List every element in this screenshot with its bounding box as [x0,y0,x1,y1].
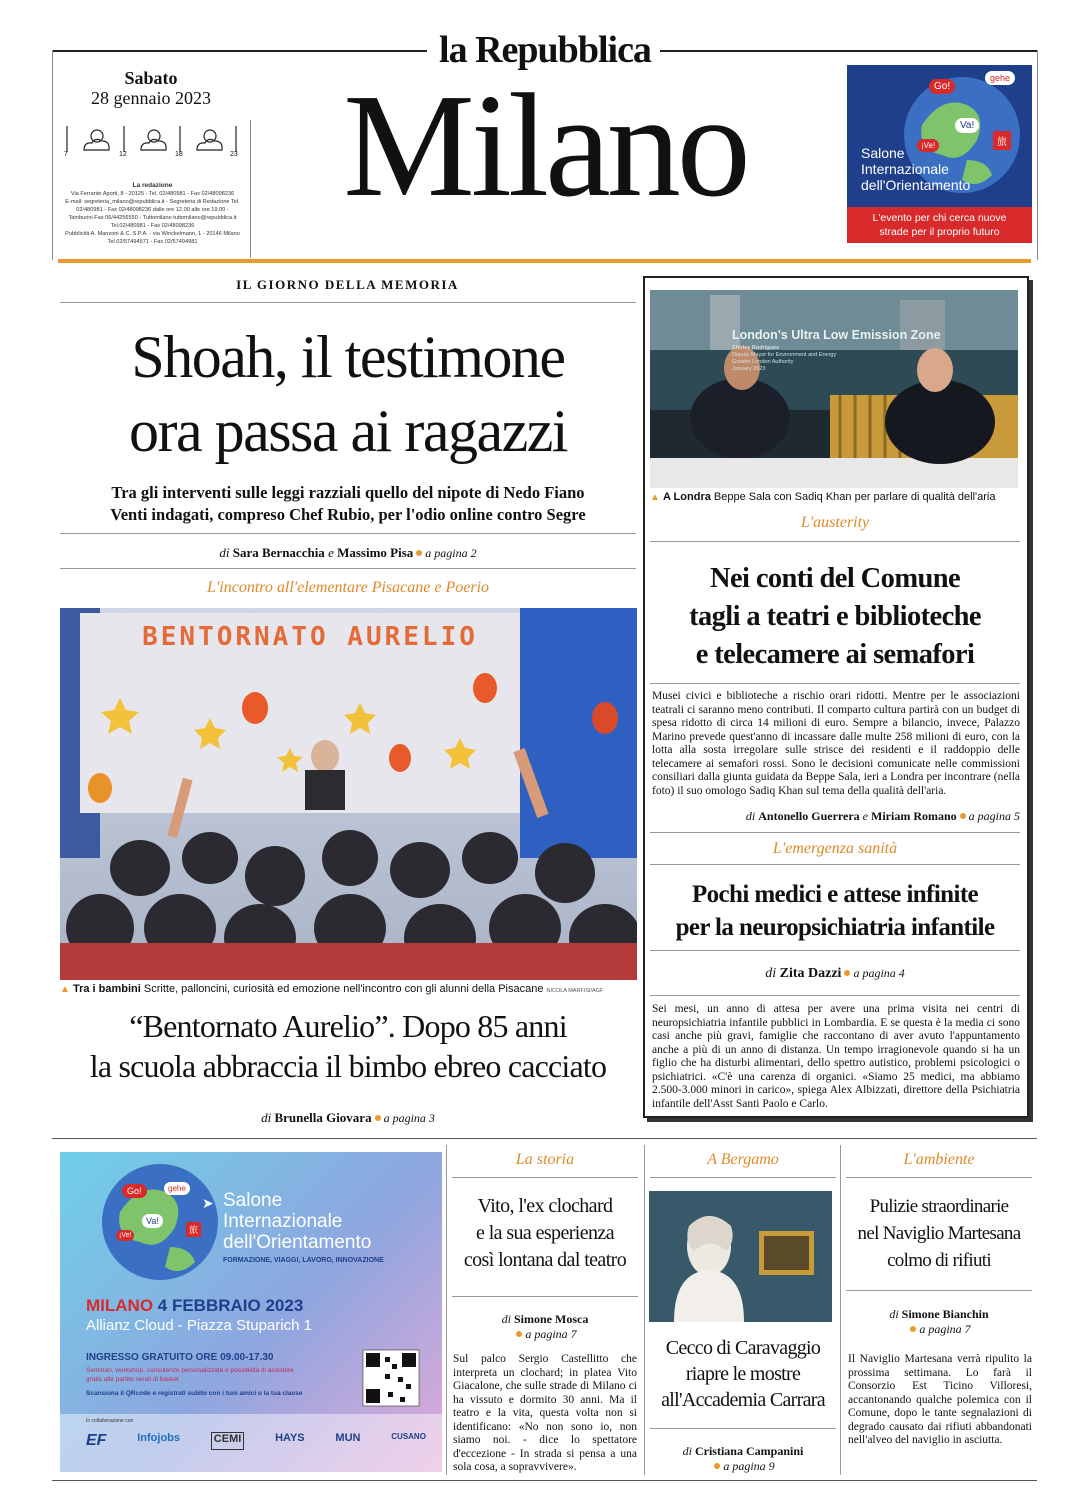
byline-author: Brunella Giovara [274,1110,372,1125]
redazione-line: Pubblicità A. Manzoni & C. S.P.A. - via Winckelmann, 1 - 20146 Milano [65,231,240,237]
bottom-ad-city: MILANO [86,1296,154,1315]
caption-bold: Tra i bambini [72,983,141,995]
screen-line: January 2023 [732,366,766,372]
top-ad-title [861,145,970,193]
bottom-col-divider [644,1145,645,1475]
bottom-ad-sub: FORMAZIONE, VIAGGI, LAVORO, INNOVAZIONE [223,1257,384,1264]
paper-plane-icon: ➤ [202,1196,214,1212]
weather-temp-3: 18 [175,151,183,158]
top-ad-tagline-line: L'evento per chi cerca nuove [872,212,1007,224]
school-headline-line: “Bentornato Aurelio”. Dopo 85 anni [129,1008,567,1044]
redazione-line: Tamburini Fax 06/44256550 - Tuttomilano tuttomilano@repubblica.it [68,215,237,221]
storia-kicker-rule [452,1177,638,1178]
redazione-line: E-mail: segreteria_milano@repubblica.it - Segreteria di Redazione Tel. [65,199,240,205]
screen-line: Shirley Rodrigues [732,345,780,351]
byline-di: di [745,809,756,823]
school-byline [60,1110,636,1126]
lead-byline [60,545,636,561]
sanita-byline [650,966,1020,982]
redazione-title: La redazione [132,182,173,189]
sanita-body: Sei mesi, un anno di attesa per avere una prima visita nei centri di neuropsichiatria infantile pubblici in Lombardia. E se questa è la media ci sono casi anche più gravi, famiglie che raccontano di aver avuto l'appuntamento anche a più di un anno di distanza. Un tempo irragionevole quando si ha un figlio che ha disturbi alimentari, dello spettro autistico, problemi psicologici o psichiatrici. «C'è una carenza di organici. «Siamo 25 medici, ma abbiamo 2.500-3.000 minori in carico», spiega Alex Albizzati, direttore della Psichiatria infantile dell'Asst Santi Paolo e Carlo. [652,1003,1020,1110]
storia-body: Sul palco Sergio Castellitto che interpreta un clochard; in platea Vito Giacalone, che sulle strade di Milano ci ha vissuto e dormito 30 anni. Ma il teatro e la vita, questa volta non si identificano: «No non sono io, non siamo noi. - dice lo spettatore d'eccezione - In strada si pensa a una sola cosa, a sopravvivere». [453,1353,637,1473]
ambiente-kicker: L'ambiente [903,1151,975,1168]
weather-temp-1: 7 [64,151,68,158]
top-ad-title-line: Internazionale [861,161,949,177]
bergamo-headline-line: riapre le mostre [685,1363,801,1385]
school-kicker: L'incontro all'elementare Pisacane e Poerio [206,579,490,596]
bottom-ad-desc3: Scansiona il QRcode e registrati subito con i tuoi amici o la tua classe [86,1390,303,1397]
bottom-ad-entry: INGRESSO GRATUITO ORE 09.00-17.30 [86,1352,274,1363]
bottom-ad-date [86,1296,303,1316]
bergamo-kicker: A Bergamo [707,1151,779,1168]
top-ad-bubble-lv: 旅 [993,131,1011,150]
lead-subheadline [60,482,636,526]
redazione-line: Tel 02/57494571 - Fax 02/57494981 [107,239,198,245]
byline-and: e [862,809,868,823]
sponsor-logo: CEMI [211,1432,245,1450]
byline-di: di [261,1110,272,1125]
publisher-logo[interactable]: la Repubblica [439,29,651,71]
byline-author: Cristiana Campanini [694,1444,804,1458]
byline-di: di [765,966,777,981]
bergamo-byline [650,1444,836,1474]
weather-temp-2: 12 [119,151,127,158]
storia-kicker: La storia [515,1151,575,1168]
bottom-ad-sponsors-label: In collaborazione con [86,1418,134,1424]
top-ad-title-line: Salone [861,145,905,161]
weather-icons [62,124,242,160]
caption-triangle-icon: ▲ [650,492,660,503]
bottom-ad-bubble-va: Va! [142,1214,163,1228]
austerity-headline-line: Nei conti del Comune [709,563,961,594]
bottom-ad-date-text: 4 FEBBRAIO 2023 [157,1296,304,1315]
school-photo[interactable] [60,608,637,980]
ambiente-byline [846,1307,1032,1337]
byline-and: e [328,545,334,560]
austerity-kicker-rule [650,541,1020,542]
lead-sub-line: Tra gli interventi sulle leggi razziali quello del nipote di Nedo Fiano [111,483,585,502]
austerity-headline-line: e telecamere ai semafori [695,639,975,670]
bottom-ad-desc [86,1366,356,1384]
byline-page[interactable]: a pagina 3 [383,1111,435,1125]
bottom-col-divider [840,1145,841,1475]
top-ad-bubble-gehe: gehe [985,71,1015,85]
storia-headline[interactable] [450,1193,640,1274]
masthead-right-vrule [1037,50,1038,260]
masthead-date: 28 gennaio 2023 [91,88,211,108]
page-bottom-rule [52,1480,1037,1481]
storia-headline-line: e la sua esperienza [476,1222,614,1244]
sanita-headline[interactable] [650,878,1020,944]
top-ad-tagline-line: strade per il proprio futuro [879,226,1000,238]
top-ad-bubble-va: Va! [955,118,979,133]
lead-section-label: IL GIORNO DELLA MEMORIA [236,277,459,292]
top-ad-title-line: dell'Orientamento [861,177,971,193]
top-ad-tagline [847,211,1032,239]
bottom-ad-salone[interactable] [60,1152,442,1472]
screen-line: Greater London Authority [732,359,794,365]
edition-title: Milano [343,64,747,228]
bottom-ad-bubble-gehe: gehe [164,1182,190,1195]
bergamo-headline-rule [650,1428,836,1429]
byline-di: di [889,1307,899,1321]
bottom-ad-bubble-go: Go! [122,1184,147,1198]
byline-page[interactable]: a pagina 7 [919,1322,971,1336]
photo-credit: NICOLA MARFISI/AGF [546,988,604,994]
sponsor-logo: MUN [335,1432,361,1444]
byline-page[interactable]: a pagina 4 [853,966,905,980]
byline-author: Simone Mosca [514,1312,589,1326]
bergamo-photo[interactable] [649,1191,832,1322]
bottom-ad-venue: Allianz Cloud - Piazza Stuparich 1 [86,1317,312,1334]
london-screen-lines [732,345,836,373]
bergamo-headline-line: all'Accademia Carrara [661,1389,825,1411]
bottom-ad-bubble-lv: 旅 [186,1222,201,1237]
caption-bold: A Londra [662,491,711,503]
masthead-day: Sabato [124,68,178,88]
storia-headline-rule [452,1296,638,1297]
masthead-top-rule-right [660,50,1038,52]
storia-byline [452,1312,638,1342]
sponsor-logo: HAYS [275,1432,305,1444]
redazione-line: Tel.02/480981 - Fax 02/48098236 [110,223,195,229]
masthead-left-vrule [52,50,53,260]
bottom-ad-bubble-ve: ¡Ve! [116,1230,134,1241]
caption-text: Scritte, palloncini, curiosità ed emozione nell'incontro con gli alunni della Pisacane [143,983,544,995]
byline-di: di [219,545,230,560]
sponsor-logo: Infojobs [137,1432,181,1444]
weather-temp-4: 23 [230,151,238,158]
bottom-ad-title [223,1190,371,1253]
sanita-headline-line: Pochi medici e attese infinite [691,881,979,908]
caption-text: Beppe Sala con Sadiq Khan per parlare di qualità dell'aria [713,491,996,503]
bottom-ad-desc-line: gratis alle partite serali di basket [86,1376,179,1383]
byline-author: Zita Dazzi [779,966,842,981]
byline-author: Antonello Guerrera [758,809,860,823]
top-ad-bubble-go: Go! [929,79,955,94]
masthead-top-rule-left [52,50,427,52]
redazione-box [60,182,245,246]
sponsor-logo: CUSANO [391,1432,426,1441]
bergamo-kicker-rule [650,1177,836,1178]
london-screen-title: London's Ultra Low Emission Zone [732,328,941,342]
screen-line: Deputy Mayor for Environment and Energy [732,352,837,358]
lead-headline-line: Shoah, il testimone [131,324,565,390]
lead-section-rule [60,302,636,303]
lead-headline[interactable] [60,320,636,468]
byline-page[interactable]: a pagina 7 [525,1327,577,1341]
byline-author: Sara Bernacchia [232,545,325,560]
redazione-line: Via Ferrante Aporti, 8 - 20125 - Tel. 02/480981 - Fax 02/48098236 [70,191,235,197]
bottom-col-divider [446,1145,447,1475]
sanita-headline-rule [650,950,1020,951]
london-photo[interactable] [650,290,1018,488]
byline-di: di [501,1312,511,1326]
redazione-line: 02/480981 - Fax 02/48098236 dalle ore 12.00 alle ore 19.00 - [76,207,229,213]
school-caption [60,983,640,995]
bottom-ad-sponsors [86,1432,426,1450]
ambiente-headline-line: Pulizie straordinarie [869,1196,1009,1217]
storia-headline-line: così lontana dal teatro [463,1249,627,1271]
byline-author: Simone Bianchin [901,1307,989,1321]
austerity-body: Musei civici e biblioteche a rischio orari ridotti. Mentre per le associazioni teatrali ci saranno meno contributi. Il comparto cultura partirà con un budget di spesa ridotto di circa 14 milioni di euro. Sempre a bilancio, invece, Palazzo Marino prevede quest'anno di incassare dalle multe 258 milioni di euro, con la lotta alla sosta irregolare sulle strisce dei residenti e il raddoppio delle telecamere ai semafori rossi. Sono le decisioni comunicate nelle commissioni consiliari dalla giunta guidata da Beppe Sala, ieri a Londra per incontrare (nella foto) il suo omologo Sadiq Khan sul tema della qualità dell'aria. [652,690,1020,797]
caption-triangle-icon: ▲ [60,984,70,995]
ambiente-headline-rule [846,1290,1032,1291]
storia-headline-line: Vito, l'ex clochard [477,1195,613,1217]
masthead-bottom-rule [58,259,1031,263]
byline-page[interactable]: a pagina 5 [968,809,1020,823]
ambiente-headline[interactable] [844,1193,1034,1274]
austerity-kicker: L'austerity [800,514,870,531]
bottom-section-rule [52,1138,1037,1139]
austerity-headline[interactable] [650,560,1020,674]
sanita-kicker: L'emergenza sanità [772,840,898,857]
lead-sub-rule [60,533,636,534]
lead-headline-line: ora passa ai ragazzi [128,398,568,464]
top-ad-salone[interactable] [847,65,1032,243]
sanita-kicker-rule [650,864,1020,865]
sanita-headline-line: per la neuropsichiatria infantile [675,914,995,941]
austerity-headline-line: tagli a teatri e biblioteche [689,601,981,632]
weather-strip [62,124,242,160]
lead-sub-line: Venti indagati, compreso Chef Rubio, per l'odio online contro Segre [110,505,586,524]
bergamo-headline-line: Cecco di Caravaggio [665,1337,821,1359]
lead-byline-rule [60,568,636,569]
byline-author: Massimo Pisa [337,545,414,560]
byline-author: Miriam Romano [871,809,957,823]
byline-page[interactable]: a pagina 2 [425,546,477,560]
london-photo-art [650,290,1018,488]
bottom-ad-desc-line: Seminari, workshop, consulenze personalizzate e possibilità di assistere [86,1367,294,1374]
ambiente-headline-line: nel Naviglio Martesana [857,1223,1021,1244]
ambiente-kicker-rule [846,1177,1032,1178]
top-ad-bubble-ve: ¡Ve! [917,139,939,152]
school-photo-art [60,608,637,980]
byline-di: di [682,1444,692,1458]
ambiente-headline-line: colmo di rifiuti [887,1250,991,1271]
masthead-left-box-right [250,120,251,258]
sanita-byline-rule [650,995,1020,996]
bottom-ad-title-line: Internazionale [223,1211,343,1232]
sponsor-logo: EF [86,1432,107,1449]
bergamo-photo-art [649,1191,832,1322]
byline-page[interactable]: a pagina 9 [723,1459,775,1473]
bergamo-headline[interactable] [648,1335,838,1413]
london-caption [650,491,1020,503]
school-banner: BENTORNATO AURELIO [142,622,478,652]
school-headline[interactable] [60,1006,636,1086]
ambiente-body: Il Naviglio Martesana verrà ripulito la prossima settimana. Lo farà il Consorzio Est Ticino Villoresi, accantonando qualche polemica con il Comune, dopo le tante segnalazioni di degrado causato dai rifiuti abbandonati nell'alveo del naviglio in asciutta. [848,1353,1032,1446]
austerity-byline [650,809,1020,824]
bottom-ad-title-line: dell'Orientamento [223,1232,372,1253]
austerity-end-rule [650,832,1020,833]
bottom-ad-title-line: Salone [223,1190,283,1211]
school-headline-line: la scuola abbraccia il bimbo ebreo cacciato [89,1048,607,1084]
austerity-headline-rule [650,683,1020,684]
